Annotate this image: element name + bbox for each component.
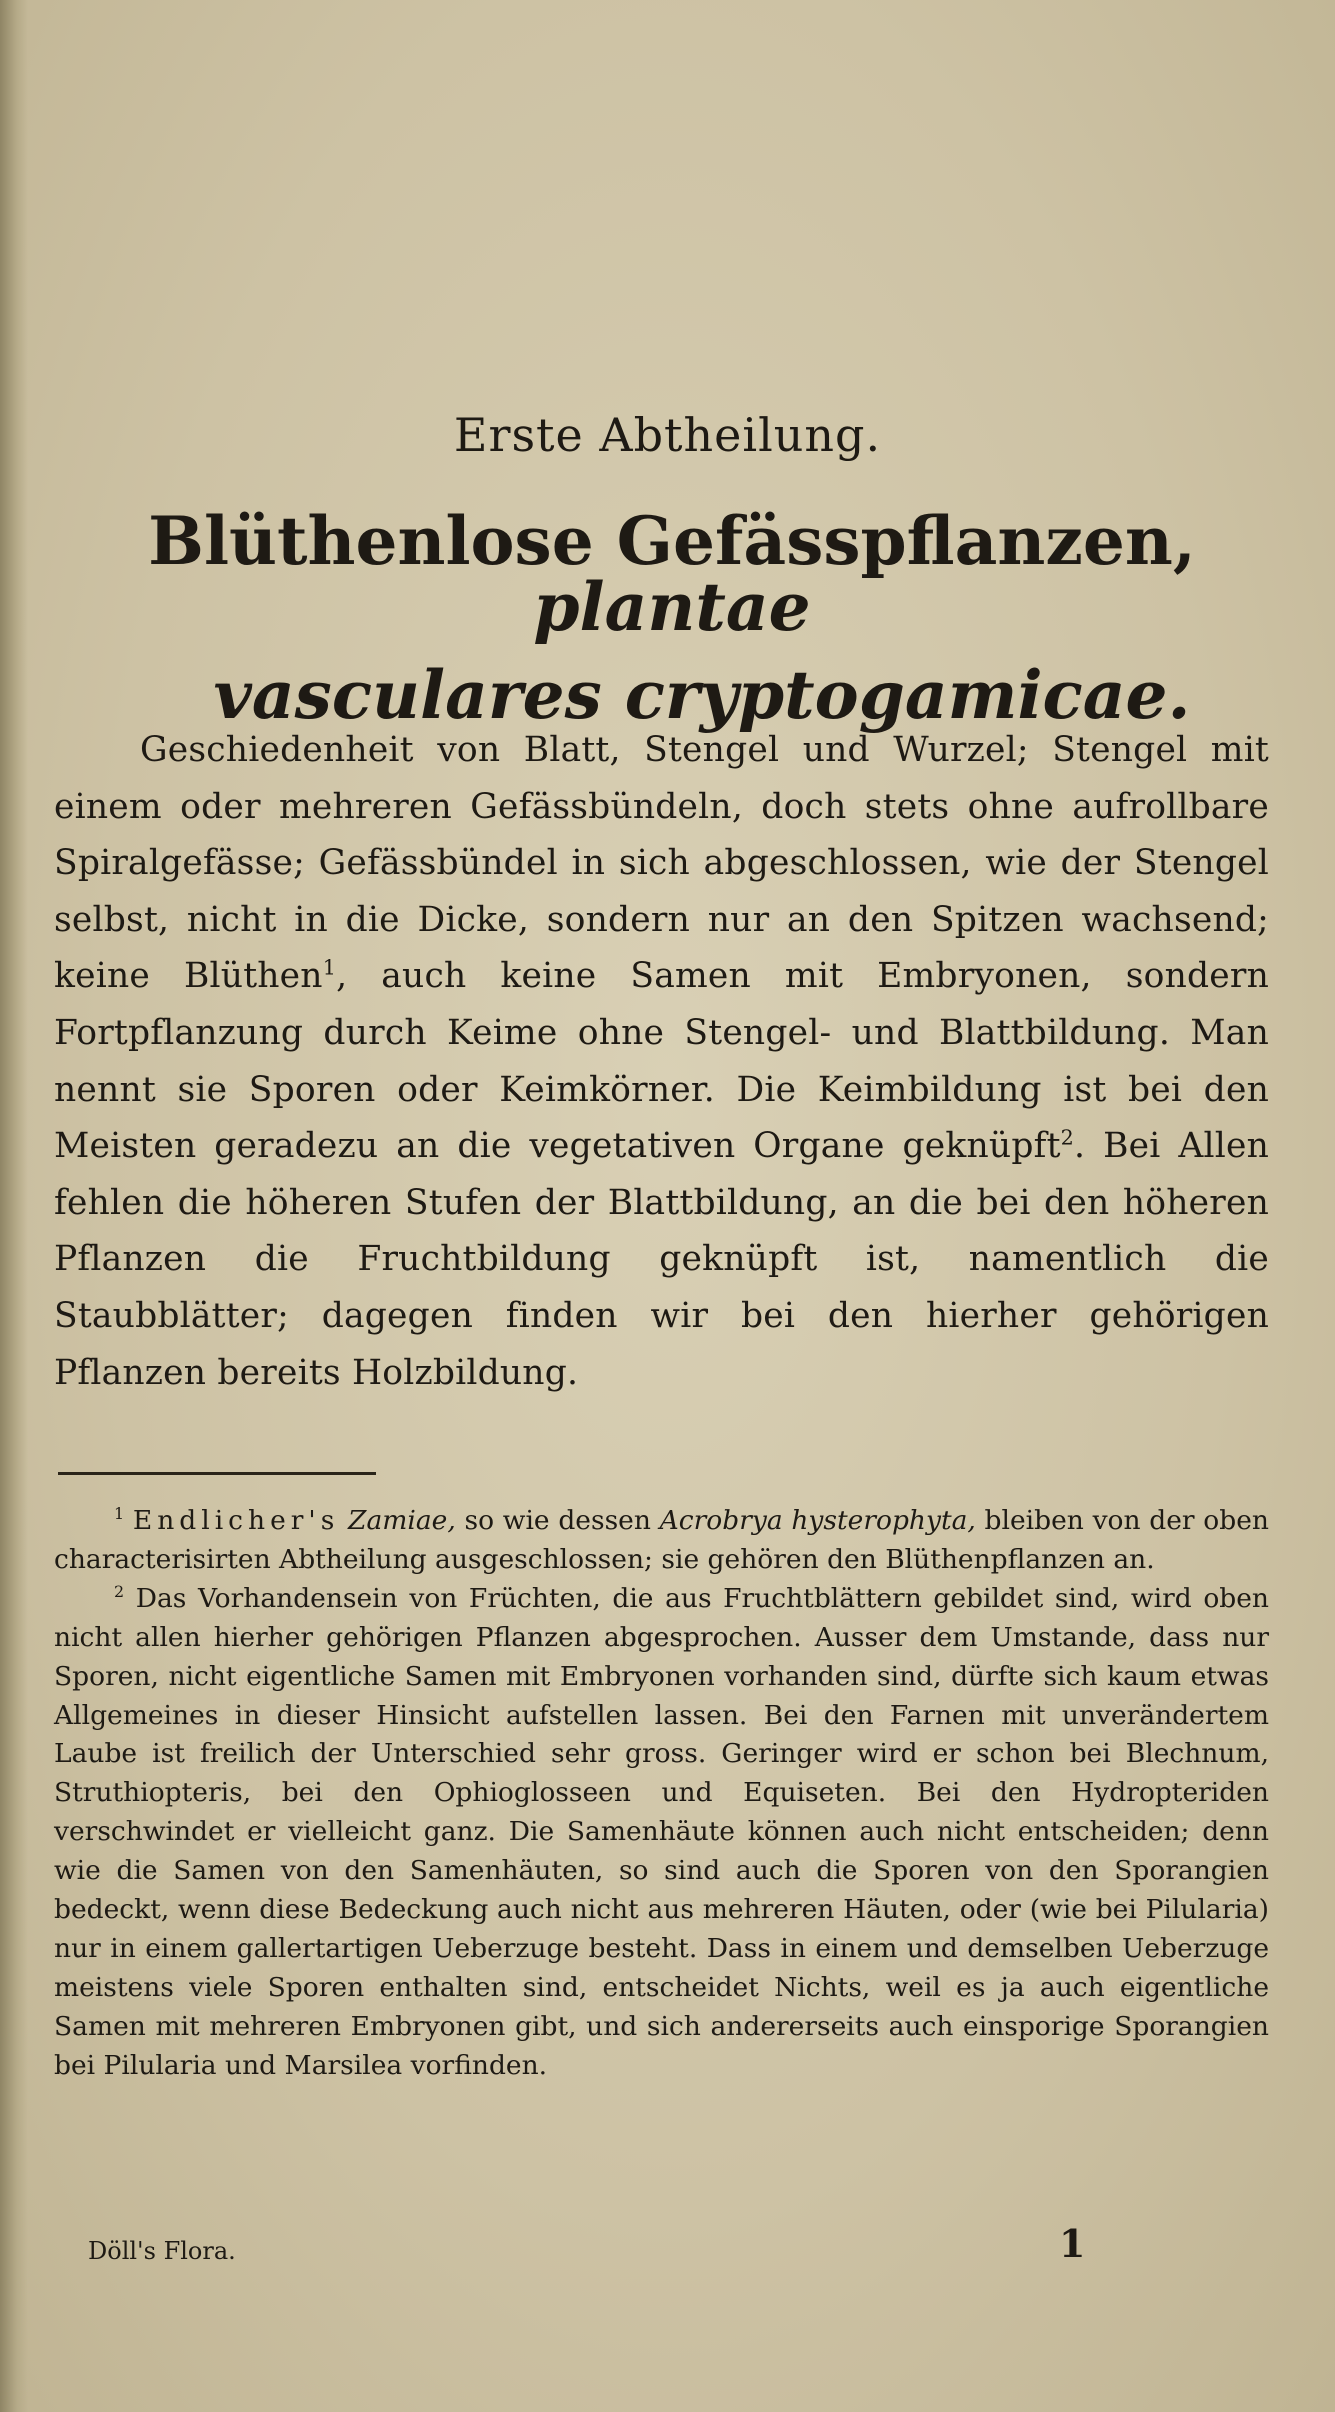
footnote-1-mid: so wie dessen [455,1505,660,1536]
title-italic-2: vasculares cryptogamicae. [213,656,1191,734]
signature-mark: Döll's Flora. [88,2237,236,2265]
footnote-2 [54,1580,1269,2086]
footnote-divider [58,1472,376,1475]
title-roman: Blüthenlose Gefässpflanzen, [148,502,1196,580]
section-title [52,502,1292,734]
body-segment-3: . Bei Allen fehlen die höheren Stufen der Blattbildung, an die bei den höheren Pflanzen die Fruchtbildung geknüpft ist, namentlich die Staubblätter; dagegen finden wir bei den hierher gehörigen Pflanzen bereits Holzbildung. [54,1126,1269,1393]
footnote-ref-2: 2 [1060,1125,1075,1150]
body-segment-2: , auch keine Samen mit Embryonen, sondern Fortpflanzung durch Keime ohne Stengel- und Blattbildung. Man nennt sie Sporen oder Keimkörner. Die Keimbildung ist bei den Meisten geradezu an die vegetativen Organe geknüpft [54,956,1269,1167]
footnote-1 [54,1502,1269,1580]
body-paragraph [54,722,1269,1401]
footnotes [54,1502,1269,2086]
page-number: 1 [1059,2221,1086,2266]
body-segment-1: Geschiedenheit von Blatt, Stengel und Wurzel; Stengel mit einem oder mehreren Gefässbündeln, doch stets ohne aufrollbare Spiralgefässe; Gefässbündel in sich abgeschlossen, wie der Stengel selbst, nicht in die Dicke, sondern nur an den Spitzen wachsend; keine Blüthen [54,730,1269,997]
footnote-1-marker: 1 [114,1504,125,1524]
footnote-1-term-2: Acrobrya hysterophyta, [659,1505,976,1536]
section-heading: Erste Abtheilung. [453,408,882,462]
footnote-1-term-1: Zamiae, [348,1505,456,1536]
footnote-ref-1: 1 [322,955,337,980]
footnote-1-author: Endlicher's [132,1505,340,1536]
binding-shadow [0,0,28,2412]
footnote-2-text: Das Vorhandensein von Früchten, die aus Fruchtblättern gebildet sind, wird oben nicht allen hierher gehörigen Pflanzen abgesprochen. Ausser dem Umstande, dass nur Sporen, nicht eigentliche Samen mit Embryonen vorhanden sind, dürfte sich kaum etwas Allgemeines in dieser Hinsicht aufstellen lassen. Bei den Farnen mit unverändertem Laube ist freilich der Unterschied sehr gross. Geringer wird er schon bei Blechnum, Struthiopteris, bei den Ophioglosseen und Equiseten. Bei den Hydropteriden verschwindet er vielleicht ganz. Die Samenhäute können auch nicht entscheiden; denn wie die Samen von den Samenhäuten, so sind auch die Sporen von den Sporangien bedeckt, wenn diese Bedeckung auch nicht aus mehreren Häuten, oder (wie bei Pilularia) nur in einem gallertartigen Ueberzuge besteht. Dass in einem und demselben Ueberzuge meistens viele Sporen enthalten sind, entscheidet Nichts, weil es ja auch eigentliche Samen mit mehreren Embryonen gibt, und sich andererseits auch einsporige Sporangien bei Pilularia und Marsilea vorfinden. [54,1582,1269,2081]
title-italic-1: plantae [533,568,811,646]
footnote-1-rest: bleiben von der oben characterisirten Abtheilung ausgeschlossen; sie gehören den Blüthenpflanzen an. [54,1505,1269,1575]
footnote-2-marker: 2 [114,1581,125,1601]
